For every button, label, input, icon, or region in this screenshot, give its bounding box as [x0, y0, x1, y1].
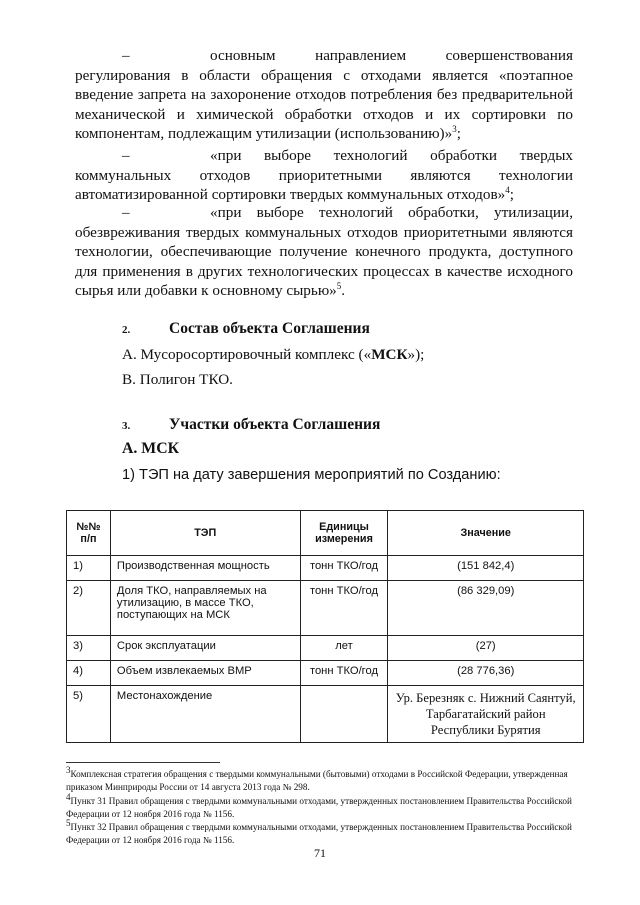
tep-list-item: 1) ТЭП на дату завершения мероприятий по Созданию: [122, 467, 501, 483]
footnote-ref-4: 4 [505, 185, 510, 196]
table-row: 3) Срок эксплуатации лет (27) [67, 636, 584, 661]
footnote-5: $^5$Пункт 32 Правил обращения с твердыми коммунальными отходами, утвержденных постановлением Правительства Российской Федерации от 12 ноября 2016 года № 1156. [66, 817, 572, 845]
footnote-4: $^4$Пункт 31 Правил обращения с твердыми коммунальными отходами, утвержденных постановлением Правительства Российской Федерации от 12 ноября 2016 года № 1156. [66, 791, 572, 819]
section-3-subheading: А. МСК [122, 440, 180, 457]
bullet-paragraph-1: – основным направлением совершенствования регулирования в области обращения с отходами является «поэтапное введение запрета на захоронение отходов потребления без предварительной механической и химической обработки отходов и их сортировки по компонентам, подлежащим утилизации (использованию)»$^3$; [75, 47, 573, 143]
bullet-paragraph-3: – «при выборе технологий обработки, утилизации, обезвреживания твердых коммунальных отходов приоритетными являются технологии, обеспечивающие получение конечного продукта, доступного для применения в других технологических процессах в качестве исходного сырья или добавки к основному сырью»$^5$. [75, 204, 573, 300]
header-units: Единицы измерения [300, 511, 388, 556]
header-value: Значение [388, 511, 584, 556]
header-tep: ТЭП [110, 511, 300, 556]
table-row: 4) Объем извлекаемых ВМР тонн ТКО/год (28 776,36) [67, 661, 584, 686]
section-2-item-a: А. Мусоросортировочный комплекс («МСК»); [122, 346, 425, 363]
header-number: №№ п/п [67, 511, 111, 556]
table-row: 5) Местонахождение Ур. Березняк с. Нижний Саянтуй, Тарбагатайский район Республики Бурятия [67, 686, 584, 743]
footnote-3: $^3$Комплексная стратегия обращения с твердыми коммунальными (бытовыми) отходами в Российской Федерации, утвержденная приказом Минприроды России от 14 августа 2013 года № 298. [66, 764, 568, 792]
table-row: 1) Производственная мощность тонн ТКО/год (151 842,4) [67, 556, 584, 581]
table-header-row [67, 511, 584, 556]
page-number: 71 [314, 846, 326, 860]
footnote-separator [66, 762, 220, 763]
footnote-ref-5: 5 [336, 281, 342, 292]
section-3-heading: 3. Участки объекта Соглашения [122, 416, 381, 433]
tep-table [66, 510, 584, 743]
section-2-heading: 2. Состав объекта Соглашения [122, 320, 370, 337]
table-row: 2) Доля ТКО, направляемых на утилизацию, в массе ТКО, поступающих на МСК тонн ТКО/год (86 329,09) [67, 581, 584, 636]
footnote-ref-3: 3 [452, 124, 457, 135]
bullet-paragraph-2: – «при выборе технологий обработки твердых коммунальных отходов приоритетными являются технологии автоматизированной сортировки твердых коммунальных отходов»$^4$; [75, 147, 573, 204]
section-2-item-b: В. Полигон ТКО. [122, 371, 233, 388]
